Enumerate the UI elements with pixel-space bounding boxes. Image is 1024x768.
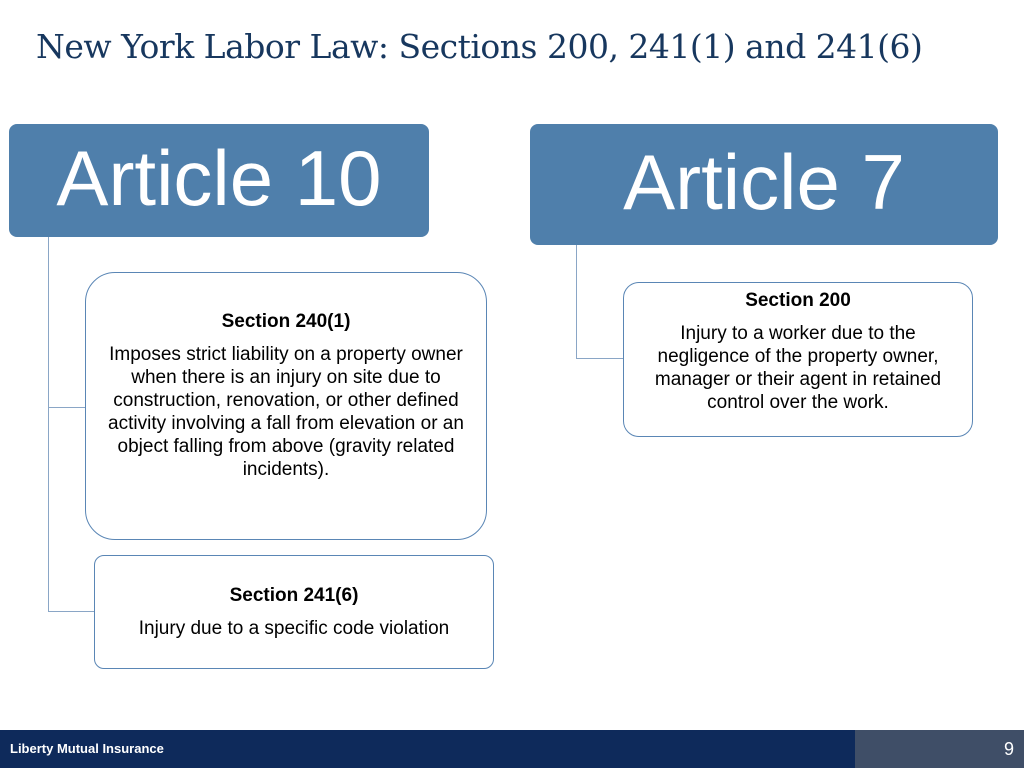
article-10-box: Article 10 — [9, 124, 429, 237]
slide-title: New York Labor Law: Sections 200, 241(1) and 241(6) — [36, 27, 923, 66]
connector-line — [576, 245, 624, 359]
section-240-1-box — [85, 272, 487, 540]
section-heading: Section 241(6) — [229, 585, 359, 606]
page-number: 9 — [855, 730, 1024, 768]
section-200-box — [623, 282, 973, 437]
section-description: Imposes strict liability on a property owner when there is an injury on site due to construction, renovation, or other defined activity involving a fall from elevation or an object falling from above (gravity related incidents). — [108, 343, 464, 480]
article-7-box: Article 7 — [530, 124, 998, 245]
section-241-6-box — [94, 555, 494, 669]
section-description: Injury to a worker due to the negligence of the property owner, manager or their agent in retained control over the work. — [654, 323, 942, 413]
footer-company-name: Liberty Mutual Insurance — [0, 730, 855, 768]
section-description: Injury due to a specific code violation — [138, 618, 450, 639]
section-heading: Section 200 — [745, 290, 851, 311]
section-heading: Section 240(1) — [221, 310, 351, 332]
